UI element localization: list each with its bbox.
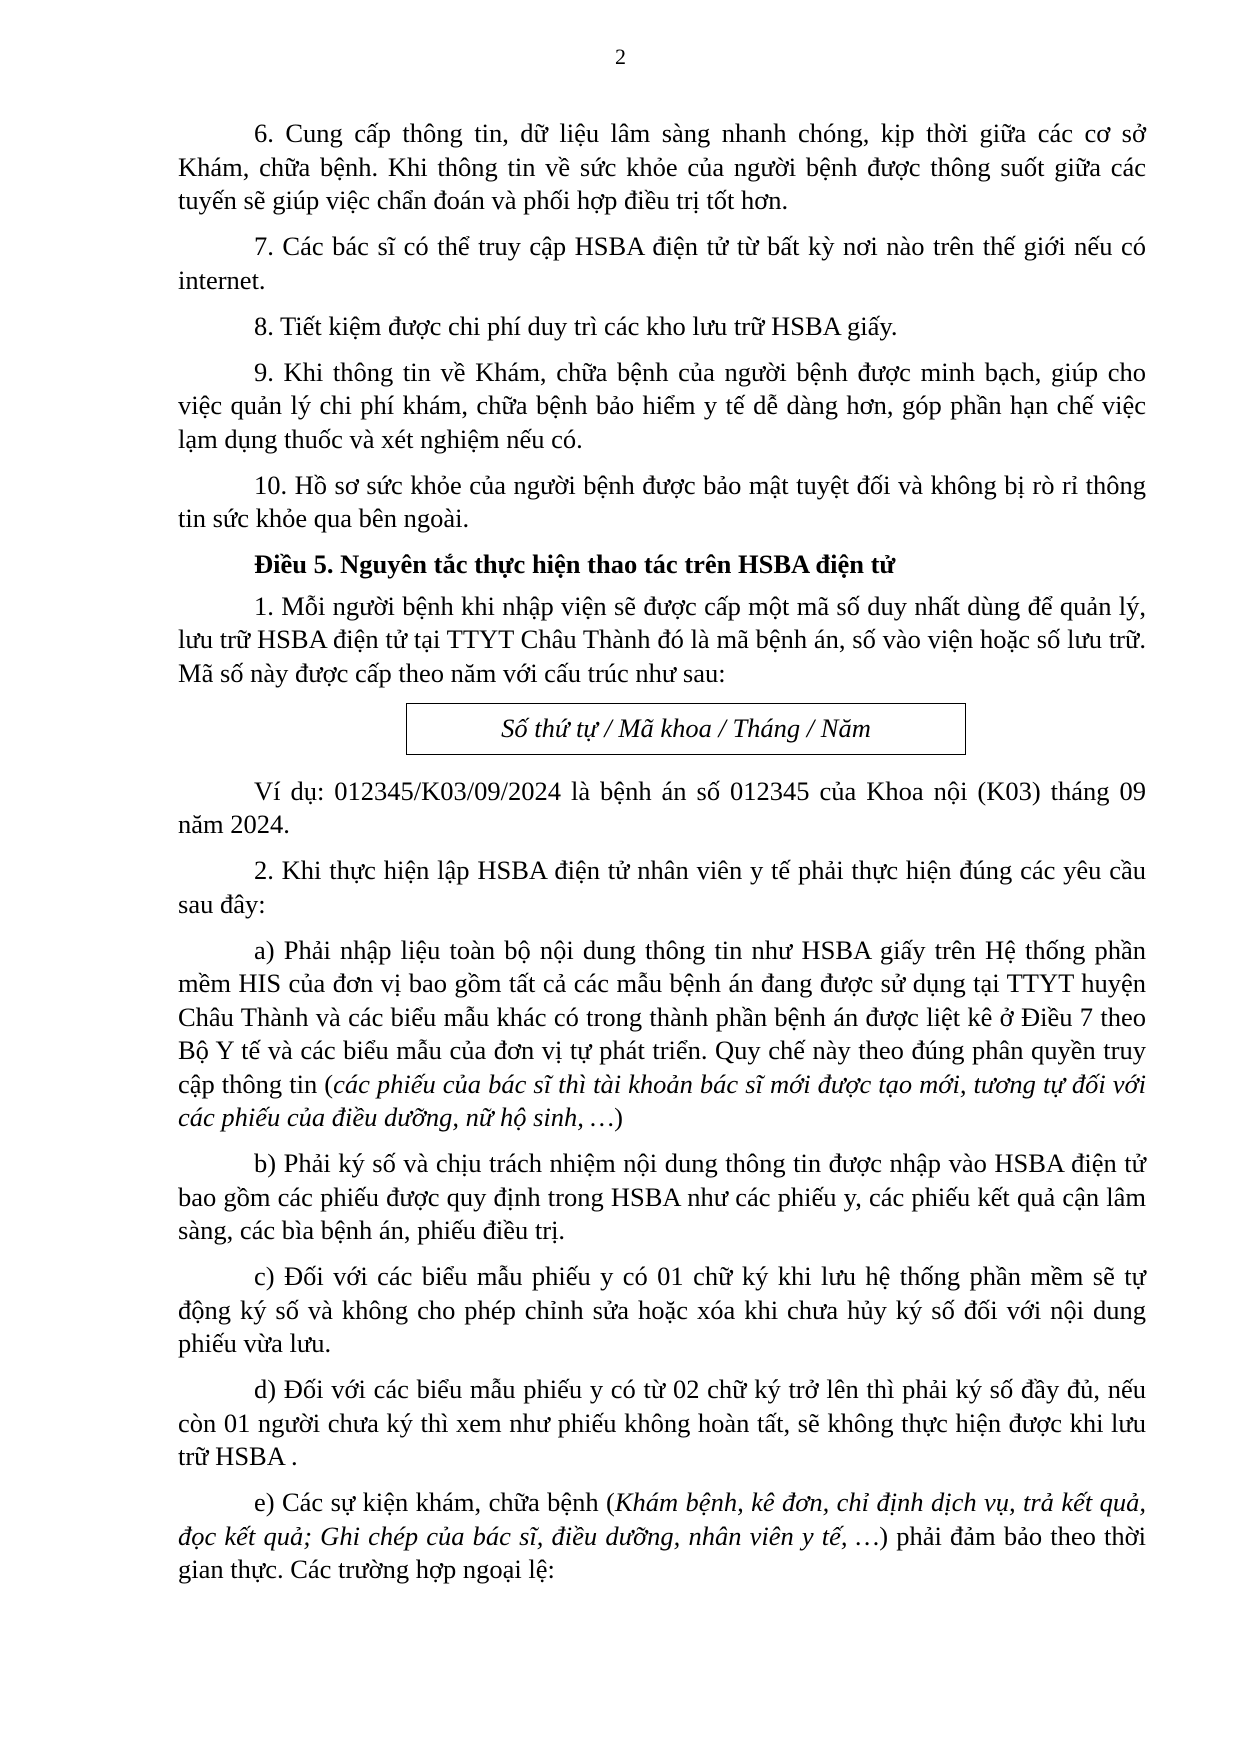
- clause-2-item-c: c) Đối với các biểu mẫu phiếu y có 01 chữ ký khi lưu hệ thống phần mềm sẽ tự động ký số và không cho phép chỉnh sửa hoặc xóa khi chưa hủy ký số đối với nội dung phiếu vừa lưu.: [178, 1261, 1146, 1358]
- article-5-clause-1: 1. Mỗi người bệnh khi nhập viện sẽ được cấp một mã số duy nhất dùng để quản lý, lưu trữ HSBA điện tử tại TTYT Châu Thành đó là mã bệnh án, số vào viện hoặc số lưu trữ. Mã số này được cấp theo năm với cấu trúc như sau:: [178, 590, 1146, 688]
- paragraph-item-9: 9. Khi thông tin về Khám, chữa bệnh của người bệnh được minh bạch, giúp cho việc quản lý chi phí khám, chữa bệnh bảo hiểm y tế dễ dàng hơn, góp phần hạn chế việc lạm dụng thuốc và xét nghiệm nếu có.: [178, 356, 1146, 454]
- item-e-end: ) phải đảm bảo theo thời gian thực. Các trường hợp ngoại lệ:: [178, 1520, 1146, 1584]
- item-e-italic: Khám bệnh, kê đơn, chỉ định dịch vụ, trả kết quả, đọc kết quả; Ghi chép của bác sĩ, điều dưỡng, nhân viên y tế, …: [178, 1487, 1146, 1551]
- item-a-italic: các phiếu của bác sĩ thì tài khoản bác sĩ mới được tạo mới, tương tự đối với các phiếu của điều dưỡng, nữ hộ sinh, …: [178, 1068, 1146, 1132]
- document-body: [178, 117, 1146, 1599]
- article-5-clause-2: 2. Khi thực hiện lập HSBA điện tử nhân viên y tế phải thực hiện đúng các yêu cầu sau đây:: [178, 855, 1146, 919]
- code-format-box: [406, 703, 966, 755]
- article-5-heading: Điều 5. Nguyên tắc thực hiện thao tác trên HSBA điện tử: [254, 549, 896, 579]
- page-number: 2: [615, 44, 626, 69]
- item-a-text: a) Phải nhập liệu toàn bộ nội dung thông tin như HSBA giấy trên Hệ thống phần mềm HIS của đơn vị bao gồm tất cả các mẫu bệnh án đang được sử dụng tại TTYT huyện Châu Thành và các biểu mẫu khác có trong thành phần bệnh án được liệt kê ở Điều 7 theo Bộ Y tế và các biểu mẫu của đơn vị tự phát triển. Quy chế này theo đúng phân quyền truy cập thông tin (: [178, 934, 1146, 1099]
- clause-2-item-d: d) Đối với các biểu mẫu phiếu y có từ 02 chữ ký trở lên thì phải ký số đầy đủ, nếu còn 01 người chưa ký thì xem như phiếu không hoàn tất, sẽ không thực hiện được khi lưu trữ HSBA .: [178, 1374, 1146, 1471]
- paragraph-item-10: 10. Hồ sơ sức khỏe của người bệnh được bảo mật tuyệt đối và không bị rò rỉ thông tin sức khỏe qua bên ngoài.: [178, 469, 1146, 533]
- clause-2-item-b: b) Phải ký số và chịu trách nhiệm nội dung thông tin được nhập vào HSBA điện tử bao gồm các phiếu được quy định trong HSBA như các phiếu y, các phiếu kết quả cận lâm sàng, các bìa bệnh án, phiếu điều trị.: [178, 1148, 1146, 1245]
- item-a-end: ): [614, 1102, 623, 1132]
- item-e-text: e) Các sự kiện khám, chữa bệnh (: [254, 1487, 615, 1517]
- code-example: Ví dụ: 012345/K03/09/2024 là bệnh án số 012345 của Khoa nội (K03) tháng 09 năm 2024.: [178, 775, 1146, 839]
- paragraph-item-8: 8. Tiết kiệm được chi phí duy trì các kho lưu trữ HSBA giấy.: [254, 310, 898, 341]
- clause-2-item-a: [178, 934, 1146, 1135]
- clause-2-item-e: [178, 1486, 1146, 1587]
- paragraph-item-7: 7. Các bác sĩ có thể truy cập HSBA điện tử từ bất kỳ nơi nào trên thế giới nếu có internet.: [178, 231, 1146, 295]
- paragraph-item-6: 6. Cung cấp thông tin, dữ liệu lâm sàng nhanh chóng, kịp thời giữa các cơ sở Khám, chữa bệnh. Khi thông tin về sức khỏe của người bệnh được thông suốt giữa các tuyến sẽ giúp việc chẩn đoán và phối hợp điều trị tốt hơn.: [178, 118, 1146, 215]
- code-format-text: Số thứ tự / Mã khoa / Tháng / Năm: [501, 712, 871, 743]
